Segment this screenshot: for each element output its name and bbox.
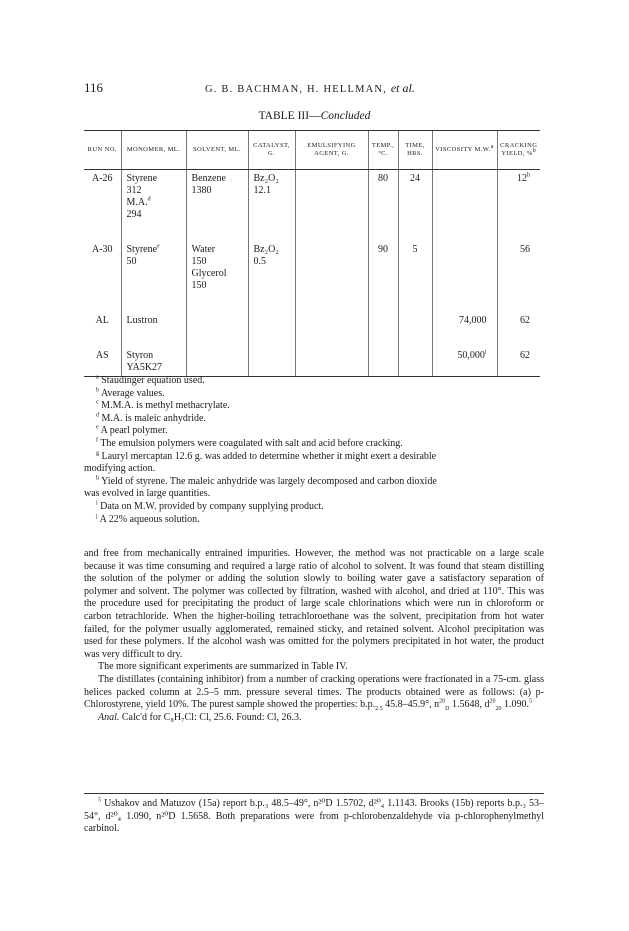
cell-temp: 90	[368, 241, 398, 312]
cell-yield: 62	[497, 312, 540, 347]
table-row	[84, 347, 540, 377]
col-header-solvent: SOLVENT, ML.	[186, 131, 248, 170]
cell-viscosity: 50,000$^i$	[432, 347, 497, 377]
cell-monomer: Styrene$^e$ 50	[121, 241, 186, 312]
footnote-i: $^i$ Data on M.W. provided by company supplying product.	[96, 500, 324, 512]
cell-run: AL	[95, 315, 109, 326]
cell-monomer: Styrene 312 M.A.$^d$ 294	[121, 170, 186, 242]
cell-run: A-30	[91, 244, 113, 255]
footnote-b: $^b$ Average values.	[96, 387, 165, 399]
cell-solvent: Benzene 1380	[186, 170, 248, 242]
cell-yield: 62	[497, 347, 540, 377]
cell-catalyst: Bz₂O₂ 12.1	[248, 170, 295, 242]
body-paragraph: and free from mechanically entrained impurities. However, the method was not practicable on a large scale because it was time consuming and required a large ratio of alcohol to solvent. It was found that steam distilling the solution of the polymer or adding the solution slowly to boiling water gave a satisfactory separation of polymer and solvent. The polymer was collected by filtration, washed with alcohol, and dried at 110°. This was the procedure used for precipitating the product of large scale chlorinations which were run in chloroform or carbon tetrachloride. When the higher-boiling tetrachloroethane was the solvent, precipitation from hot water failed, for the polymer usually agglomerated, remained sticky, and retained solvent. Alcohol precipitation was used for these polymers. If the alcohol wash was omitted for the polymers precipitated in hot water, the product was very difficult to dry.	[84, 548, 544, 660]
footnote-f: $^f$ The emulsion polymers were coagulated with salt and acid before cracking.	[96, 437, 403, 449]
running-head	[205, 81, 415, 96]
page-number: 116	[84, 80, 104, 95]
table-body	[84, 170, 540, 377]
footnote-e: $^e$ A pearl polymer.	[96, 425, 168, 437]
cell-emulsifying	[295, 312, 368, 347]
col-header-viscosity: VISCOSITY M.W.$^a$	[432, 131, 497, 170]
cell-catalyst	[248, 312, 295, 347]
table-row	[84, 312, 540, 347]
cell-emulsifying	[295, 347, 368, 377]
body-paragraph: The distillates (containing inhibitor) from a number of cracking operations were fractionated in a 75-cm. glass helices packed column at 2.5–5 mm. pressure several times. The products obtained were as follows: (a) p-Chlorostyrene, yield 10%. The purest sample showed the properties: $b.p._{2.5}$ 45.8–45.9°, $n^{20}_D$ 1.5648, $d^{20}_{20}$ 1.090.$^5$	[84, 673, 544, 713]
table-footnotes	[84, 375, 544, 526]
running-head-etal: et al.	[390, 81, 415, 95]
analysis-line: Anal. Calc'd for C₈H₇Cl: Cl, 25.6. Found: Cl, 26.3.	[98, 711, 302, 723]
footnote-g: $^g$ Lauryl mercaptan 12.6 g. was added to determine whether it might exert a desirable	[96, 450, 437, 462]
table-caption-title: TABLE III—	[258, 110, 321, 122]
cell-run: AS	[84, 347, 121, 377]
table-header-row	[84, 131, 540, 170]
cell-viscosity: 74,000	[432, 312, 497, 347]
col-header-run: RUN NO.	[84, 131, 121, 170]
footnote-h: $^h$ Yield of styrene. The maleic anhydride was largely decomposed and carbon dioxide	[96, 475, 437, 487]
cell-yield: 56	[497, 241, 540, 312]
footnote-a: $^a$ Staudinger equation used.	[96, 374, 205, 386]
cell-emulsifying	[295, 170, 368, 242]
footnote-g-continued: modifying action.	[84, 463, 156, 475]
cell-time	[398, 347, 432, 377]
cell-time	[398, 312, 432, 347]
cell-yield: 12$^h$	[497, 170, 540, 242]
table-row	[84, 241, 540, 312]
footnote-h-continued: was evolved in large quantities.	[84, 488, 211, 500]
table-caption-italic: Concluded	[320, 110, 371, 122]
cell-monomer: Styron YA5K27	[121, 347, 186, 377]
col-header-cracking: CRACKING YIELD, %$^b$	[497, 131, 540, 170]
table-row	[84, 170, 540, 242]
cell-temp	[368, 312, 398, 347]
col-header-temp: TEMP., °C.	[368, 131, 398, 170]
cell-viscosity	[432, 170, 497, 242]
col-header-emulsifying: EMULSIFYING AGENT, G.	[295, 131, 368, 170]
cell-temp: 80	[368, 170, 398, 242]
cell-temp	[368, 347, 398, 377]
cell-solvent	[186, 312, 248, 347]
body-text	[84, 548, 544, 724]
footnote-c: $^c$ M.M.A. is methyl methacrylate.	[96, 399, 230, 412]
cell-solvent: Water 150 Glycerol 150	[186, 241, 248, 312]
col-header-time: TIME, HRS.	[398, 131, 432, 170]
footnote-j: $^j$ A 22% aqueous solution.	[96, 513, 200, 525]
footnote-rule	[84, 793, 544, 794]
col-header-catalyst: CATALYST, G.	[248, 131, 295, 170]
running-head-authors: G. B. BACHMAN, H. HELLMAN,	[205, 84, 387, 95]
cell-time: 5	[398, 241, 432, 312]
cell-run: A-26	[91, 173, 113, 184]
cell-time: 24	[398, 170, 432, 242]
cell-emulsifying	[295, 241, 368, 312]
table-caption	[0, 110, 629, 122]
cell-monomer: Lustron	[121, 312, 186, 347]
cell-catalyst: Bz₂O₂ 0.5	[248, 241, 295, 312]
cell-viscosity	[432, 241, 497, 312]
col-header-monomer: MONOMER, ML.	[121, 131, 186, 170]
cell-solvent	[186, 347, 248, 377]
body-paragraph: The more significant experiments are summarized in Table IV.	[98, 661, 348, 673]
cell-catalyst	[248, 347, 295, 377]
footnote-d: $^d$ M.A. is maleic anhydride.	[96, 412, 206, 424]
page-footnote: $^5$ Ushakov and Matuzov (15a) report b.p.₃ 48.5–49°, n²⁰D 1.5702, d²⁰₄ 1.1143. Brooks (15b) reports b.p.₃ 53–54°, d²⁰₄ 1.090, n²⁰D 1.5658. Both preparations were from p-chlorobenzaldehyde via p-chlorophenylmethyl carbinol.	[84, 797, 545, 835]
results-table	[84, 130, 540, 377]
